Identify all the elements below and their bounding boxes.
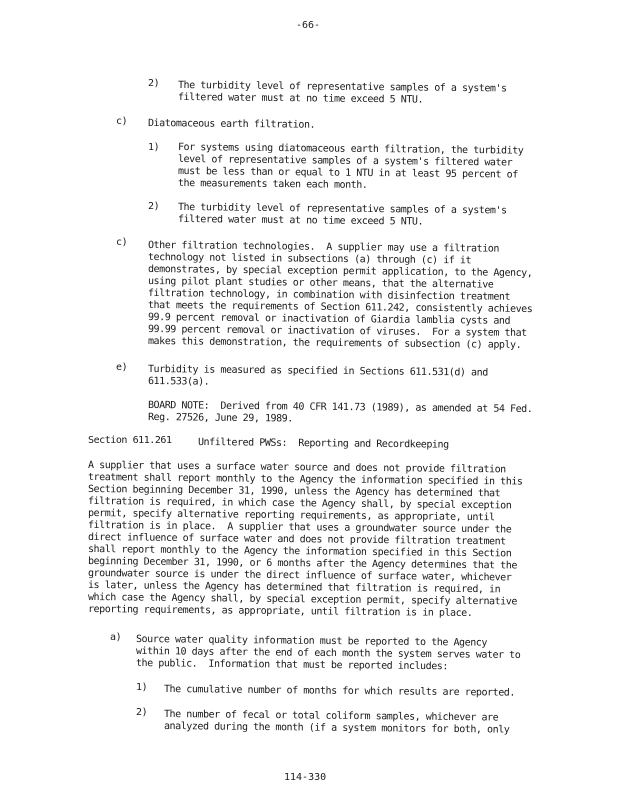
- paragraph-line: is later, unless the Agency has determined that filtration is required, in: [87, 580, 501, 596]
- item-marker: e): [116, 362, 128, 373]
- section-title: Unfiltered PWSs: Reporting and Recordkeeping: [197, 437, 449, 451]
- text-line: 611.533(a).: [147, 376, 210, 388]
- paragraph-line: direct influence of surface water and does not provide filtration treatment: [87, 532, 506, 548]
- text-line: Source water quality information must be reported to the Agency: [135, 634, 487, 649]
- text-line: that meets the requirements of Section 611.242, consistently achieves: [147, 300, 533, 316]
- paragraph-line: permit, specify alternative reporting requirements, as appropriate, until: [87, 508, 495, 524]
- item-marker: 1): [148, 142, 160, 153]
- text-line: the public. Information that must be reported includes:: [135, 658, 448, 673]
- text-line: the measurements taken each month.: [177, 178, 368, 191]
- text-line: The number of fecal or total coliform samples, whichever are: [163, 709, 499, 724]
- text-line: Turbidity is measured as specified in Sections 611.531(d) and: [147, 364, 488, 379]
- text-line: Other filtration technologies. A supplier may use a filtration: [147, 240, 499, 255]
- text-line: 99.99 percent removal or inactivation of viruses. For a system that: [147, 324, 527, 339]
- paragraph-line: Section beginning December 31, 1990, unless the Agency has determined that: [87, 484, 501, 500]
- section-number: Section 611.261: [88, 435, 172, 446]
- paragraph-line: reporting requirements, as appropriate, until filtration is in place.: [87, 604, 473, 620]
- board-note: Reg. 27526, June 29, 1989.: [147, 412, 293, 425]
- item-marker: 2): [148, 201, 160, 212]
- text-line: 99.9 percent removal or inactivation of Giardia lamblia cysts and: [147, 312, 511, 327]
- paragraph-line: shall report monthly to the Agency the information specified in this Section: [87, 544, 512, 560]
- board-note: BOARD NOTE: Derived from 40 CFR 141.73 (1989), as amended at 54 Fed.: [147, 400, 533, 416]
- text-line: using pilot plant studies or other means, that the alternative: [147, 276, 494, 291]
- text-line: filtered water must at no time exceed 5 NTU.: [177, 92, 424, 106]
- paragraph-line: beginning December 31, 1990, or 6 months after the Agency determines that the: [87, 556, 517, 572]
- item-marker: 2): [148, 78, 160, 89]
- text-line: technology not listed in subsections (a) through (c) if it: [147, 252, 472, 267]
- paragraph-line: which case the Agency shall, by special exception permit, specify alternative: [87, 592, 517, 608]
- item-marker: c): [116, 237, 128, 248]
- text-line: demonstrates, by special exception permit application, to the Agency,: [147, 264, 533, 280]
- item-marker: c): [116, 116, 128, 127]
- item-marker: 1): [136, 682, 148, 693]
- item-marker: a): [110, 632, 122, 643]
- subsection-title: Diatomaceous earth filtration.: [147, 118, 316, 131]
- text-line: The turbidity level of representative samples of a system's: [177, 80, 507, 95]
- text-line: For systems using diatomaceous earth filtration, the turbidity: [177, 142, 524, 157]
- paragraph-line: groundwater source is under the direct influence of surface water, whichever: [87, 568, 512, 584]
- text-line: must be less than or equal to 1 NTU in at least 95 percent of: [177, 166, 518, 181]
- paragraph-line: A supplier that uses a surface water source and does not provide filtration: [87, 460, 506, 476]
- text-line: analyzed during the month (if a system monitors for both, only: [163, 721, 510, 736]
- text-line: within 10 days after the end of each month the system serves water to: [135, 646, 521, 662]
- text-line: level of representative samples of a system's filtered water: [177, 154, 513, 169]
- text-line: filtered water must at no time exceed 5 NTU.: [177, 214, 424, 228]
- text-line: The cumulative number of months for which results are reported.: [163, 684, 515, 699]
- paragraph-line: treatment shall report monthly to the Agency the information specified in this: [87, 472, 523, 488]
- page-number-bottom: 114-330: [284, 772, 327, 783]
- page-number-top: -66-: [296, 20, 321, 31]
- paragraph-line: filtration is in place. A supplier that uses a groundwater source under the: [87, 520, 512, 536]
- item-marker: 2): [136, 707, 148, 718]
- paragraph-line: filtration is required, in which case the Agency shall, by special exception: [87, 496, 512, 512]
- text-line: filtration technology, in combination with disinfection treatment: [147, 288, 511, 303]
- text-line: makes this demonstration, the requirements of subsection (c) apply.: [147, 336, 522, 351]
- text-line: The turbidity level of representative samples of a system's: [177, 202, 507, 217]
